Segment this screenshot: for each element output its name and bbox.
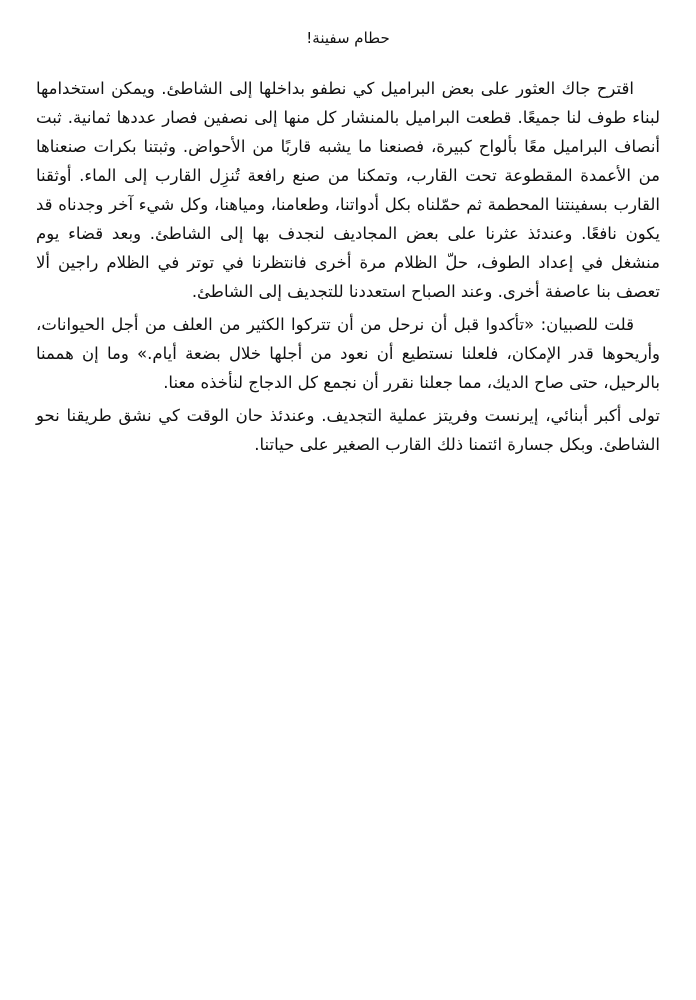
page-header-title: حطام سفينة! — [306, 29, 390, 47]
paragraph-building-raft: اقترح جاك العثور على بعض البراميل كي نطفو بداخلها إلى الشاطئ. ويمكن استخدامها لبناء طوف لنا جميعًا. قطعت البراميل بالمنشار كل منها إلى نصفين فصار عددها ثمانية. ثبت أنصاف البراميل معًا بألواح كبيرة، فصنعنا ما يشبه قاربًا من الأحواض. وثبتنا بكرات صنعناها من الأعمدة المقطوعة تحت القارب، وتمكنا من صنع رافعة تُنزِل القارب إلى الماء. أوثقنا القارب بسفينتنا المحطمة ثم حمّلناه بكل أدواتنا، وطعامنا، ومياهنا، وكل شيء آخر وجدناه قد يكون نافعًا. وعندئذ عثرنا على بعض المجاديف لنجدف بها إلى الشاطئ. وبعد قضاء يوم منشغل في إعداد الطوف، حلّ الظلام مرة أخرى فانتظرنا في توتر في الظلام راجين ألا تعصف بنا عاصفة أخرى. وعند الصباح استعددنا للتجديف إلى الشاطئ. — [36, 79, 660, 301]
paragraph-rowing-to-shore: تولى أكبر أبنائي، إيرنست وفريتز عملية التجديف. وعندئذ حان الوقت كي نشق طريقنا نحو الشاطئ. وبكل جسارة ائتمنا ذلك القارب الصغير على حياتنا. — [36, 406, 660, 454]
paragraph-instructions-to-boys: قلت للصبيان: «تأكدوا قبل أن نرحل من أن تتركوا الكثير من العلف من أجل الحيوانات، وأريحوها قدر الإمكان، فلعلنا نستطيع أن نعود من أجلها خلال بضعة أيام.» وما إن هممنا بالرحيل، حتى صاح الديك، مما جعلنا نقرر أن نجمع كل الدجاج لنأخذه معنا. — [36, 315, 660, 392]
document-page — [36, 28, 660, 463]
